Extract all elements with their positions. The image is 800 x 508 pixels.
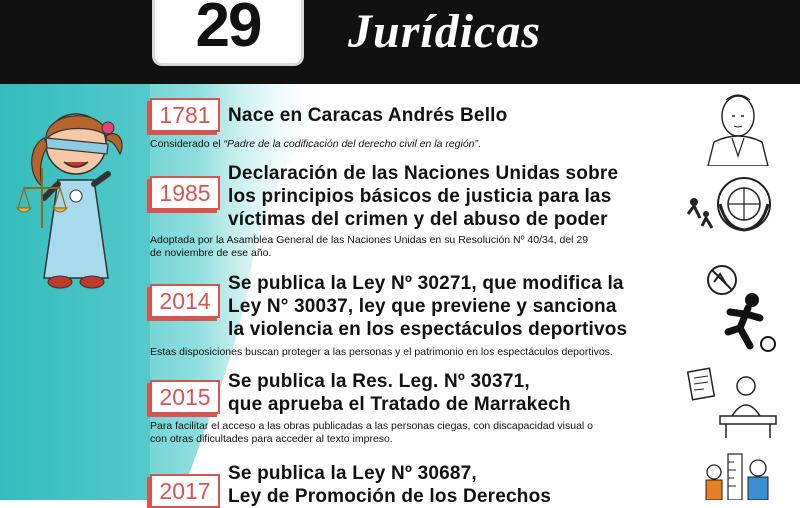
event-title-line: Ley de Promoción de los Derechos — [228, 486, 552, 507]
day-box — [152, 0, 304, 66]
event-title-1985 — [228, 162, 618, 231]
event-title-line: los principios básicos de justicia para las — [228, 186, 612, 207]
year-badge-1985: 1985 — [150, 176, 220, 210]
girl-justice-illustration — [16, 88, 136, 303]
year-badge-2017: 2017 — [150, 474, 220, 508]
event-title-line: Se publica la Ley Nº 30271, que modifica la — [228, 273, 624, 294]
braille-reader-icon — [686, 364, 782, 443]
event-title-2015 — [228, 370, 571, 416]
day-number: 29 — [195, 0, 261, 60]
event-title-line: la violencia en los espectáculos deportivos — [228, 319, 628, 340]
desc-line: con otras dificultades para acceder al texto impreso. — [150, 433, 393, 445]
event-description-2015 — [150, 420, 690, 446]
event-title-line: Se publica la Res. Leg. Nº 30371, — [228, 371, 530, 392]
event-title-line: que aprueba el Tratado de Marrakech — [228, 394, 571, 415]
event-title-line: víctimas del crimen y del abuso de poder — [228, 209, 608, 230]
event-title-line: Declaración de las Naciones Unidas sobre — [228, 163, 619, 184]
children-icon — [700, 450, 776, 505]
desc-line: de noviembre de ese año. — [150, 247, 272, 259]
desc-line: Adoptada por la Asamblea General de las Naciones Unidas en su Resolución Nº 40/34, del 29 — [150, 234, 589, 246]
un-emblem-icon — [676, 174, 776, 239]
desc-line: Estas disposiciones buscan proteger a las personas y el patrimonio en los espectáculos deportivos. — [150, 346, 613, 358]
event-description-1985 — [150, 234, 670, 260]
soccer-player-icon — [700, 262, 780, 359]
header-bar — [0, 0, 800, 84]
page-title: Jurídicas — [348, 5, 542, 58]
event-description-1781 — [150, 138, 670, 151]
event-title-line: Ley N° 30037, ley que previene y sanciona — [228, 296, 617, 317]
portrait-icon — [698, 90, 778, 171]
event-title-1781 — [228, 104, 507, 127]
year-badge-1781: 1781 — [150, 98, 220, 132]
year-badge-2014: 2014 — [150, 284, 220, 318]
desc-line: Para facilitar el acceso a las obras publicadas a las personas ciegas, con discapacidad visual o — [150, 420, 593, 432]
event-title-line: Se publica la Ley Nº 30687, — [228, 463, 477, 484]
desc-suffix: . — [478, 138, 481, 150]
desc-prefix: Considerado el — [150, 138, 224, 150]
event-description-2014 — [150, 346, 710, 359]
event-title-2017 — [228, 462, 551, 508]
desc-quote: “Padre de la codificación del derecho civil en la región” — [223, 138, 479, 150]
year-badge-2015: 2015 — [150, 380, 220, 414]
event-title-2014 — [228, 272, 627, 341]
event-title-line: Nace en Caracas Andrés Bello — [228, 105, 508, 126]
